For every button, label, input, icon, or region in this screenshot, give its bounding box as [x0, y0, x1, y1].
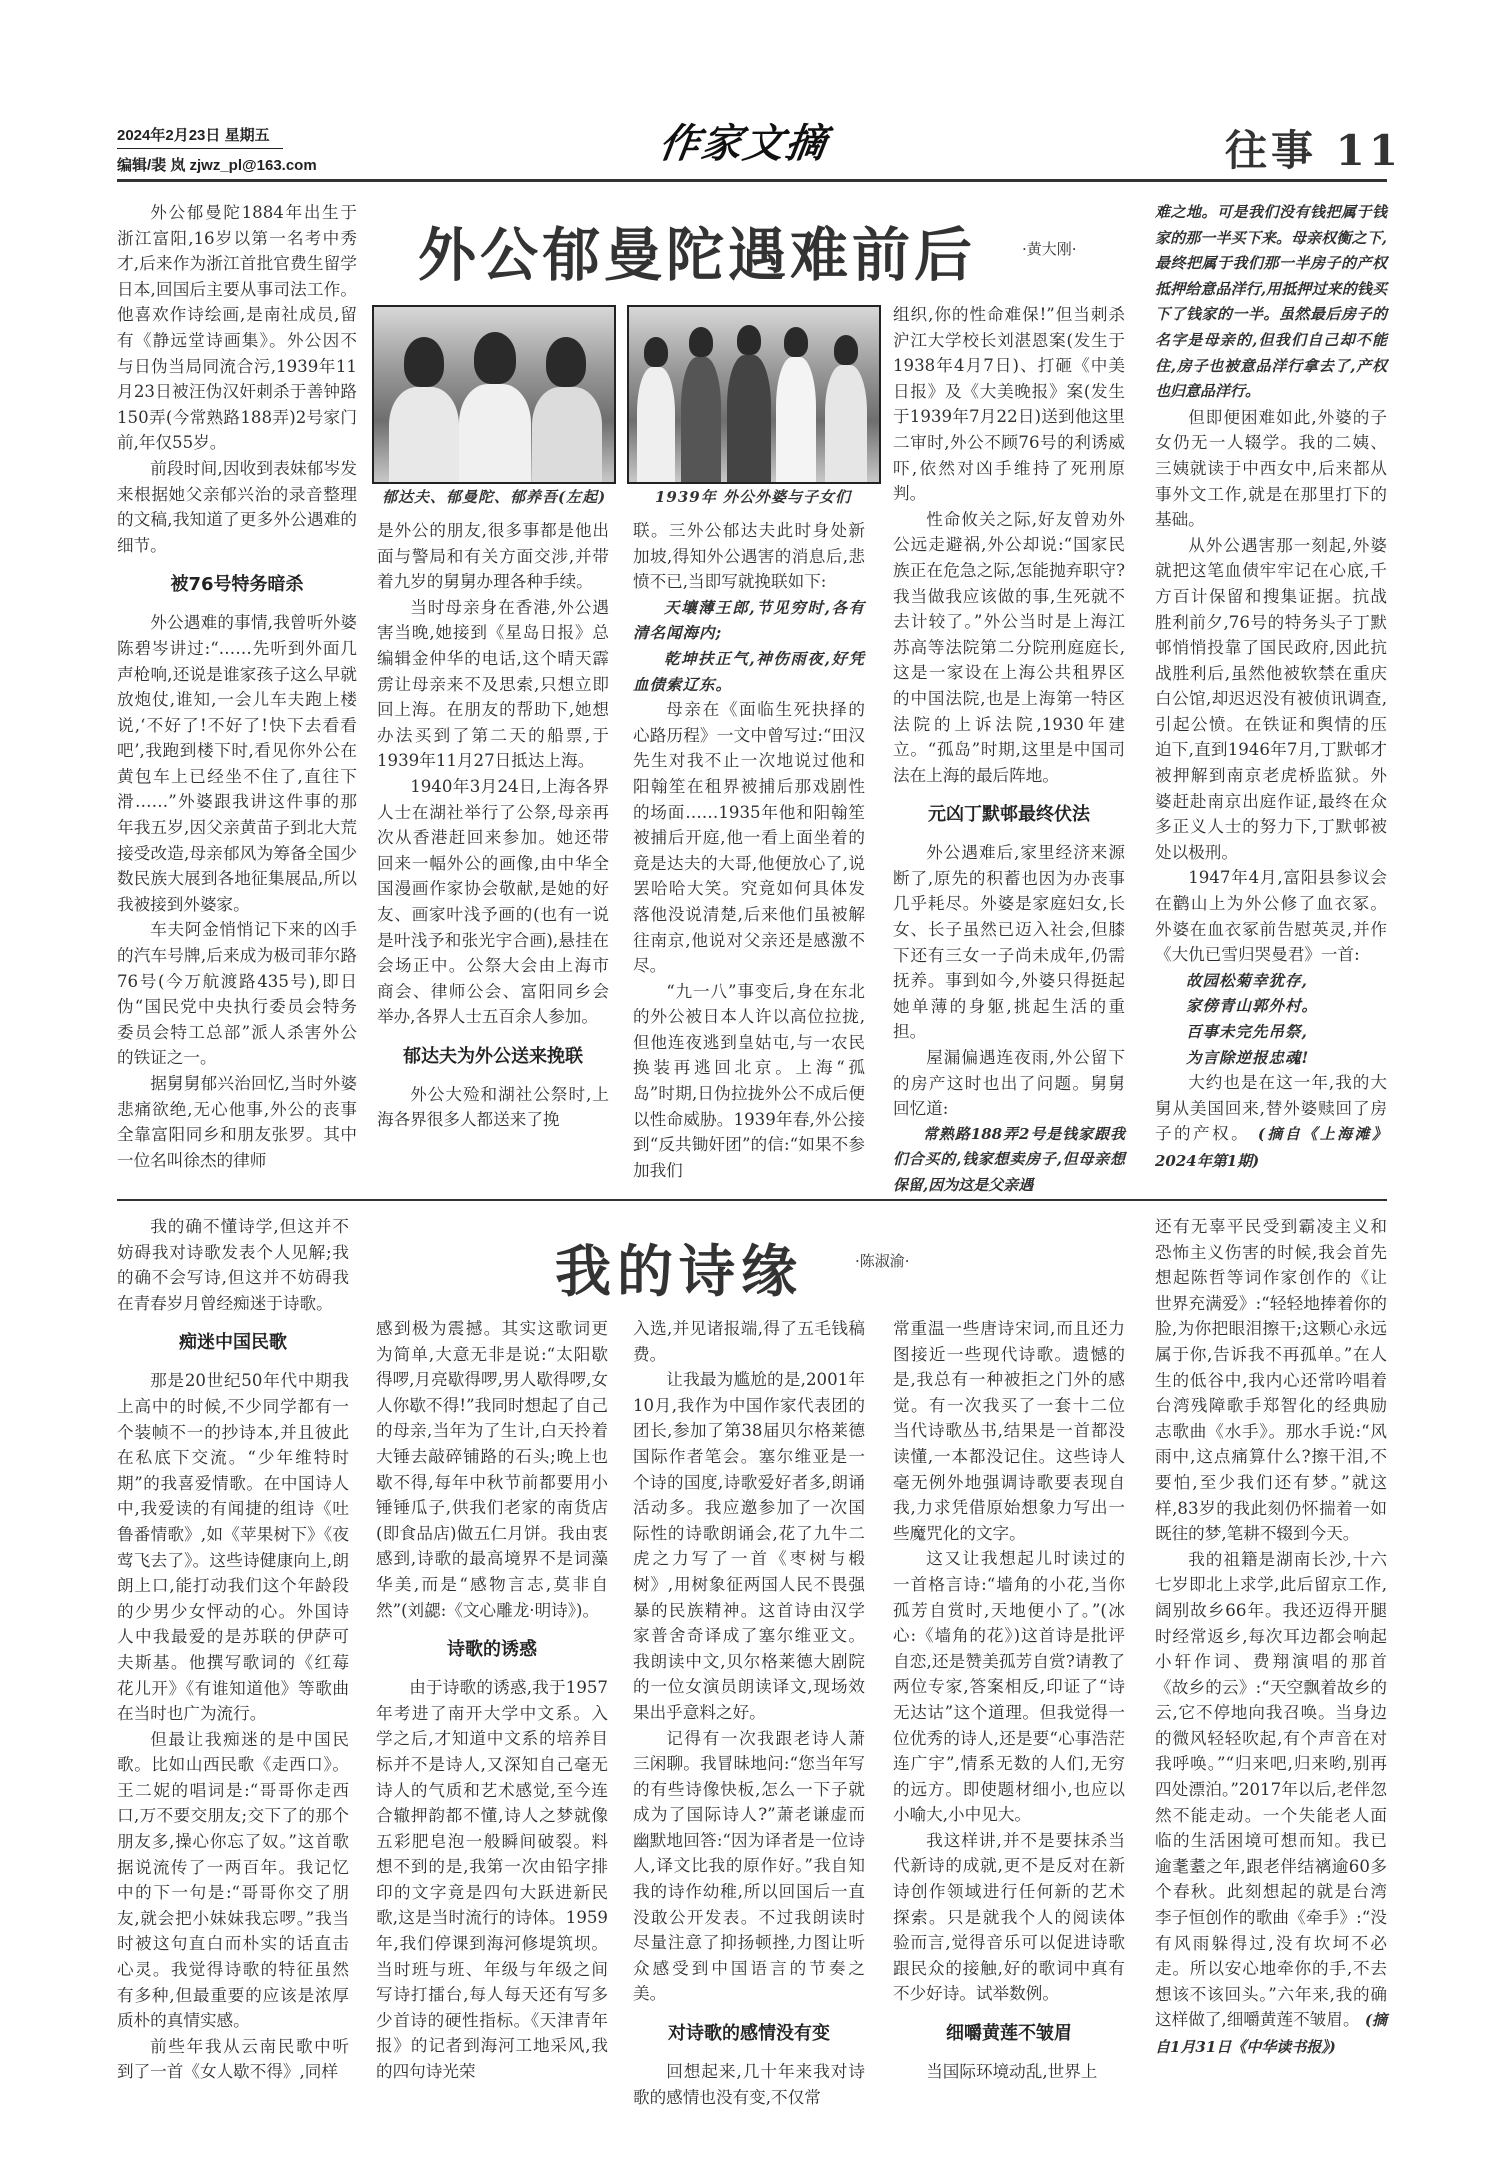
subheading: 对诗歌的感情没有变 [668, 2023, 830, 2045]
photo-figure [474, 332, 516, 384]
elegy-line: 天壤薄王郎,节见穷时,各有清名闻海内; [633, 597, 865, 643]
paragraph: 外公遇难的事情,我曾听外婆陈碧岑讲过:“……先听到外面几声枪响,还说是谁家孩子这么早就放炮仗,谁知,一会儿车夫跑上楼说,‘不好了!不好了!快下去看看吧’,我跑到楼下时,看见你外公在黄包车上已经坐不住了,直往下滑……”外婆跟我讲这件事的那年我五岁,因父亲黄苗子到北大荒接受改造,母亲郁风为筹备全国少数民族大展到各地征集展品,所以我被接到外婆家。 [117, 613, 357, 914]
subheading: 诗歌的诱惑 [447, 1639, 537, 1661]
paragraph: 还有无辜平民受到霸凌主义和恐怖主义伤害的时候,我会首先想起陈哲等词作家创作的《让世界充满爱》:“轻轻地捧着你的脸,为你把眼泪擦干;这颗心永远属于你,告诉我不再孤单。”在人生的低谷中,我内心还常吟唱着台湾残障歌手郑智化的经典励志歌曲《水手》。那水手说:“风雨中,这点痛算什么?擦干泪,不要怕,至少我们还有梦。”就这样,83岁的我此刻仍怀揣着一如既往的梦,笔耕不辍到今天。 [1155, 1217, 1387, 1544]
article2-title: 我的诗缘 [555, 1239, 803, 1305]
photo-figure [532, 387, 602, 482]
paragraph: 联。三外公郁达夫此时身处新加坡,得知外公遇害的消息后,悲愤不已,当即写就挽联如下: [633, 521, 865, 592]
paragraph: 当国际环境动乱,世界上 [926, 2062, 1098, 2082]
paragraph: 但最让我痴迷的是中国民歌。比如山西民歌《走西口》。王二妮的唱词是:“哥哥你走西口,万不要交朋友;交下了的那个朋友多,操心你忘了奴。”这首歌据说流传了一两百年。我记忆中的下一句是:“哥哥你交了朋友,就会把小妹妹我忘啰。”我当时被这句直白而朴实的话直击心灵。我觉得诗歌的特征虽然有多种,但最重要的应该是浓厚质朴的真情实感。 [117, 1729, 349, 2031]
paragraph: 组织,你的性命难保!”但当刺杀沪江大学校长刘湛恩案(发生于1938年4月7日)、打砸《中美日报》及《大美晚报》案(发生于1939年7月22日)送到他这里二审时,外公不顾76号的利诱威吓,依然对凶手维持了死刑原判。 [893, 305, 1125, 504]
photo-figure [776, 357, 816, 482]
photo-figure [727, 355, 771, 482]
article2-column-4 [893, 1316, 1125, 2085]
masthead-logo: 作家文摘 [656, 120, 831, 167]
paragraph: 我的确不懂诗学,但这并不妨碍我对诗歌发表个人见解;我的确不会写诗,但这并不妨碍我在青春岁月曾经痴迷于诗歌。 [117, 1217, 349, 1313]
subheading: 元凶丁默邨最终伏法 [928, 804, 1090, 826]
paragraph: 外公遇难后,家里经济来源断了,原先的积蓄也因为办丧事几乎耗尽。外婆是家庭妇女,长女、长子虽然已迈入社会,但膝下还有三女一子尚未成年,仍需抚养。事到如今,外婆只得挺起她单薄的身躯,挑起生活的重担。 [893, 843, 1125, 1042]
article1-column-5 [1155, 200, 1387, 1175]
paragraph: 屋漏偏遇连夜雨,外公留下的房产这时也出了问题。舅舅回忆道: [893, 1048, 1125, 1119]
article2-column-5 [1155, 1214, 1387, 2061]
paragraph: 是外公的朋友,很多事都是他出面与警局和有关方面交涉,并带着九岁的舅舅办理各种手续。 [377, 521, 609, 592]
paragraph: 前段时间,因收到表妹郁岑发来根据她父亲郁兴治的录音整理的文稿,我知道了更多外公遇难的细节。 [117, 458, 357, 555]
photo-figure [546, 337, 586, 387]
article1-column-4 [893, 302, 1125, 1199]
paragraph [1155, 1547, 1387, 2061]
poem-line: 百事未完先吊祭, [1186, 1022, 1308, 1041]
header-rule [117, 179, 1387, 182]
editor-credit: 编辑/裴 岚 zjwz_pl@163.com [117, 157, 317, 174]
issue-date: 2024年2月23日 星期五 [117, 127, 270, 144]
article2-column-3 [633, 1316, 865, 2110]
paragraph: 外公郁曼陀1884年出生于浙江富阳,16岁以第一名考中秀才,后来作为浙江首批官费生留学日本,回国后主要从事司法工作。他喜欢作诗绘画,是南社成员,留有《静远堂诗画集》。外公因不与日伪当局同流合污,1939年11月23日被汪伪汉奸刺杀于善钟路150弄(今常熟路188弄)2号家门前,年仅55岁。 [117, 203, 357, 453]
article2-author: ·陈淑渝· [855, 1252, 910, 1270]
paragraph: 但即便困难如此,外婆的子女仍无一人辍学。我的二姨、三姨就读于中西女中,后来都从事外文工作,就是在那里打下的基础。 [1155, 407, 1387, 530]
subheading: 痴迷中国民歌 [179, 1332, 287, 1354]
article1-column-2 [377, 518, 609, 1133]
header-divider [117, 148, 283, 149]
photo-figure [681, 357, 721, 482]
subheading: 被76号特务暗杀 [170, 574, 304, 596]
photo-yu-brothers [372, 305, 616, 484]
article1-column-3 [633, 518, 865, 1183]
paragraph: 让我最为尴尬的是,2001年10月,我作为中国作家代表团的团长,参加了第38届贝尔格莱德国际作者笔会。塞尔维亚是一个诗的国度,诗歌爱好者多,朗诵活动多。我应邀参加了一次国际性的诗歌朗诵会,花了九牛二虎之力写了一首《枣树与椴树》,用树象征两国人民不畏强暴的民族精神。这首诗由汉学家普舍奇译成了塞尔维亚文。我朗读中文,贝尔格莱德大剧院的一位女演员朗读译文,现场效果出乎意料之好。 [633, 1370, 865, 1722]
source-note: (摘自1月31日《中华读书报》) [1155, 2011, 1387, 2056]
paragraph: 这又让我想起儿时读过的一首格言诗:“墙角的小花,当你孤芳自赏时,天地便小了。”(冰心:《墙角的花》)这首诗是批评自恋,还是赞美孤芳自赏?请教了两位专家,答案相反,印证了“诗无达诂”这个道理。但我觉得一位优秀的诗人,还是要“心事浩茫连广宇”,情系无数的人们,无穷的远方。即使题材细小,也应以小喻大,小中见大。 [893, 1549, 1125, 1825]
poem-line: 家傍青山郭外村。 [1186, 996, 1319, 1016]
paragraph: 性命攸关之际,好友曾劝外公远走避祸,外公却说:“国家民族正在危急之际,怎能抛弃职守?我当做我应该做的事,生死就不去计较了。”外公当时是上海江苏高等法院第二分院刑庭庭长,这是一家设在上海公共租界区的中国法院,也是上海第一特区法院的上诉法院,1930年建立。“孤岛”时期,这里是中国司法在上海的最后阵地。 [893, 509, 1125, 785]
elegy-line: 乾坤扶正气,神伤雨夜,好凭血债索辽东。 [633, 648, 865, 694]
photo-figure [459, 384, 531, 482]
photo-caption: 1939年 外公外婆与子女们 [655, 488, 851, 506]
photo-figure [834, 335, 858, 365]
photo-figure [737, 325, 761, 355]
paragraph: 回想起来,几十年来我对诗歌的感情也没有变,不仅常 [633, 2062, 865, 2107]
source-note: (摘自《上海滩》2024年第1期) [1155, 1125, 1387, 1170]
photo-family-1939 [627, 305, 881, 484]
photo-figure [689, 327, 713, 357]
photo-figure [389, 387, 459, 482]
paragraph-text: 大约也是在这一年,我的大舅从美国回来,替外婆赎回了房子的产权。 [1155, 1073, 1387, 1144]
article1-column-1 [117, 200, 357, 1173]
paragraph: 1940年3月24日,上海各界人士在湖社举行了公祭,母亲再次从香港赶回来参加。她还带回来一幅外公的画像,由中华全国漫画作家协会敬献,是她的好友、画家叶浅予画的(也有一说是叶浅予和张光宇合画),悬挂在会场正中。公祭大会由上海市商会、律师公会、富阳同乡会举办,各界人士五百余人参加。 [377, 776, 609, 1027]
paragraph: “九一八”事变后,身在东北的外公被日本人许以高位拉拢,但他连夜逃到皇姑屯,与一农民换装再逃回北京。上海“孤岛”时期,日伪拉拢外公不成后便以性命威胁。1939年春,外公接到“反共锄奸团”的信:“如果不参加我们 [633, 981, 865, 1180]
article2-column-1 [117, 1214, 349, 2085]
paragraph: 从外公遇害那一刻起,外婆就把这笔血债牢牢记在心底,千方百计保留和搜集证据。抗战胜利前夕,76号的特务头子丁默邨悄悄投靠了国民政府,因此抗战胜利后,虽然他被软禁在重庆白公馆,却迟迟没有被侦讯调查,引起公愤。在铁证和舆情的压迫下,直到1946年7月,丁默邨才被押解到南京老虎桥监狱。外婆赶赴南京出庭作证,最终在众多正义人士的努力下,丁默邨被处以极刑。 [1155, 535, 1387, 862]
paragraph: 那是20世纪50年代中期我上高中的时候,不少同学都有一个装帧不一的抄诗本,并且彼此在私底下交流。“少年维特时期”的我喜爱情歌。在中国诗人中,我爱读的有闻捷的组诗《吐鲁番情歌》,如《苹果树下》《夜莺飞去了》。这些诗健康向上,朗朗上口,能打动我们这个年龄段的少男少女怦动的心。外国诗人中我最爱的是苏联的伊萨可夫斯基。他撰写歌词的《红莓花儿开》《有谁知道他》等歌曲在当时也广为流行。 [117, 1371, 349, 1724]
article1-author: ·黄大刚· [1022, 240, 1077, 258]
paragraph: 当时母亲身在香港,外公遇害当晚,她接到《星岛日报》总编辑金仲华的电话,这个晴天霹雳让母亲来不及思索,只想立即回上海。在朋友的帮助下,她想办法买到了第二天的船票,于1939年11月27日抵达上海。 [377, 597, 609, 771]
article-divider [117, 1199, 1387, 1201]
photo-figure [404, 337, 444, 387]
paragraph: 入选,并见诸报端,得了五毛钱稿费。 [633, 1319, 865, 1364]
poem-line: 为言除逆报忠魂! [1186, 1047, 1310, 1067]
photo-figure [644, 337, 668, 367]
article2-column-2 [376, 1316, 608, 2085]
paragraph: 常重温一些唐诗宋词,而且还力图接近一些现代诗歌。遗憾的是,我总有一种被拒之门外的感觉。有一次我买了一套十二位当代诗歌丛书,结果是一首都没读懂,一本都没记住。这些诗人毫无例外地强调诗歌要表现自我,力求凭借原始想象力写出一些魔咒化的文字。 [893, 1319, 1125, 1543]
paragraph-text: 我的祖籍是湖南长沙,十六七岁即北上求学,此后留京工作,阔别故乡66年。我还迈得开腿时经常返乡,每次耳边都会响起小轩作词、费翔演唱的那首《故乡的云》:“天空飘着故乡的云,它不停地向我召唤。当身边的微风轻轻吹起,有个声音在对我呼唤。”“归来吧,归来哟,别再四处漂泊。”2017年以后,老伴忽然不能走动。一个失能老人面临的生活困境可想而知。我已逾耄耋之年,跟老伴结褵逾60多个春秋。此刻想起的就是台湾李子恒创作的歌曲《牵手》:“没有风雨躲得过,没有坎坷不必走。所以安心地牵你的手,不去想该不该回头。”六年来,我的确这样做了,细嚼黄莲不皱眉。 [1155, 1549, 1387, 2030]
paragraph: 车夫阿金悄悄记下来的凶手的汽车号牌,后来成为极司菲尔路76号(今万航渡路435号),即日伪“国民党中央执行委员会特务委员会特工总部”派人杀害外公的铁证之一。 [117, 920, 357, 1068]
paragraph: 我这样讲,并不是要抹杀当代新诗的成就,更不是反对在新诗创作领域进行任何新的艺术探索。只是就我个人的阅读体验而言,觉得音乐可以促进诗歌跟民众的接触,好的歌词中真有不少好诗。试举数例。 [893, 1830, 1125, 2004]
paragraph: 前些年我从云南民歌中听到了一首《女人歇不得》,同样 [117, 2036, 349, 2082]
quoted-recollection: 常熟路188弄2号是钱家跟我们合买的,钱家想卖房子,但母亲想保留,因为这是父亲遇 [893, 1124, 1125, 1194]
subheading: 郁达夫为外公送来挽联 [403, 1045, 583, 1067]
photo-caption: 郁达夫、郁曼陀、郁养吾(左起) [382, 488, 607, 506]
subheading: 细嚼黄莲不皱眉 [946, 2023, 1072, 2045]
paragraph [1155, 1070, 1387, 1174]
paragraph: 外公大殓和湖社公祭时,上海各界很多人都送来了挽 [377, 1084, 609, 1130]
article1-title: 外公郁曼陀遇难前后 [418, 221, 977, 289]
paragraph: 据舅舅郁兴治回忆,当时外婆悲痛欲绝,无心他事,外公的丧事全靠富阳同乡和朋友张罗。其中一位名叫徐杰的律师 [117, 1074, 357, 1170]
poem-line: 故园松菊幸犹存, [1186, 970, 1308, 990]
paragraph: 感到极为震撼。其实这歌词更为简单,大意无非是说:“太阳歇得啰,月亮歇得啰,男人歇得啰,女人你歇不得!”我同时想起了自己的母亲,当年为了生计,白天拎着大锤去敲碎铺路的石头;晚上也歇不得,每年中秋节前都要用小锤锤瓜子,供我们老家的南货店(即食品店)做五仁月饼。我由衷感到,诗歌的最高境界不是词藻华美,而是“感物言志,莫非自然”(刘勰:《文心雕龙·明诗》)。 [376, 1319, 608, 1620]
paragraph: 记得有一次我跟老诗人萧三闲聊。我冒昧地问:“您当年写的有些诗像快板,怎么一下子就成为了国际诗人?”萧老谦虚而幽默地回答:“因为译者是一位诗人,译文比我的原作好。”我自知我的诗作幼稚,所以回国后一直没敢公开发表。不过我朗读时尽量注意了抑扬顿挫,力图让听众感受到中国语言的节奏之美。 [633, 1728, 865, 2004]
section-title: 往事 11 [1225, 126, 1403, 175]
paragraph: 由于诗歌的诱惑,我于1957年考进了南开大学中文系。入学之后,才知道中文系的培养目标并不是诗人,又深知自己毫无诗人的气质和艺术感觉,至今连合辙押韵都不懂,诗人之梦就像五彩肥皂泡一般瞬间破裂。料想不到的是,我第一次由铅字排印的文字竟是四句大跃进新民歌,这是当时流行的诗体。1959年,我们停课到海河修堤筑坝。当时班与班、年级与年级之间写诗打擂台,每人每天还有写多少首诗的硬性指标。《天津青年报》的记者到海河工地采风,我的四句诗光荣 [376, 1678, 608, 2082]
photo-figure [784, 327, 808, 357]
quoted-recollection: 难之地。可是我们没有钱把属于钱家的那一半买下来。母亲权衡之下,最终把属于我们那一半房子的产权抵押给意品洋行,用抵押过来的钱买下了钱家的一半。虽然最后房子的名字是母亲的,但我们自己却不能住,房子也被意品洋行拿去了,产权也归意品洋行。 [1155, 203, 1387, 401]
photo-figure [637, 367, 675, 482]
paragraph: 1947年4月,富阳县参议会在鹳山上为外公修了血衣冢。外婆在血衣冢前告慰英灵,并作《大仇已雪归哭曼君》一首: [1155, 868, 1387, 965]
paragraph: 母亲在《面临生死抉择的心路历程》一文中曾写过:“田汉先生对我不止一次地说过他和阳翰笙在租界被捕后那戏剧性的场面……1935年他和阳翰笙被捕后开庭,他一看上面坐着的竟是达夫的大哥,他便放心了,说罢哈哈大笑。究竟如何具体发落他没说清楚,后来他们虽被解往南京,他说对父亲还是感激不尽。 [633, 700, 865, 976]
photo-figure [825, 365, 867, 482]
